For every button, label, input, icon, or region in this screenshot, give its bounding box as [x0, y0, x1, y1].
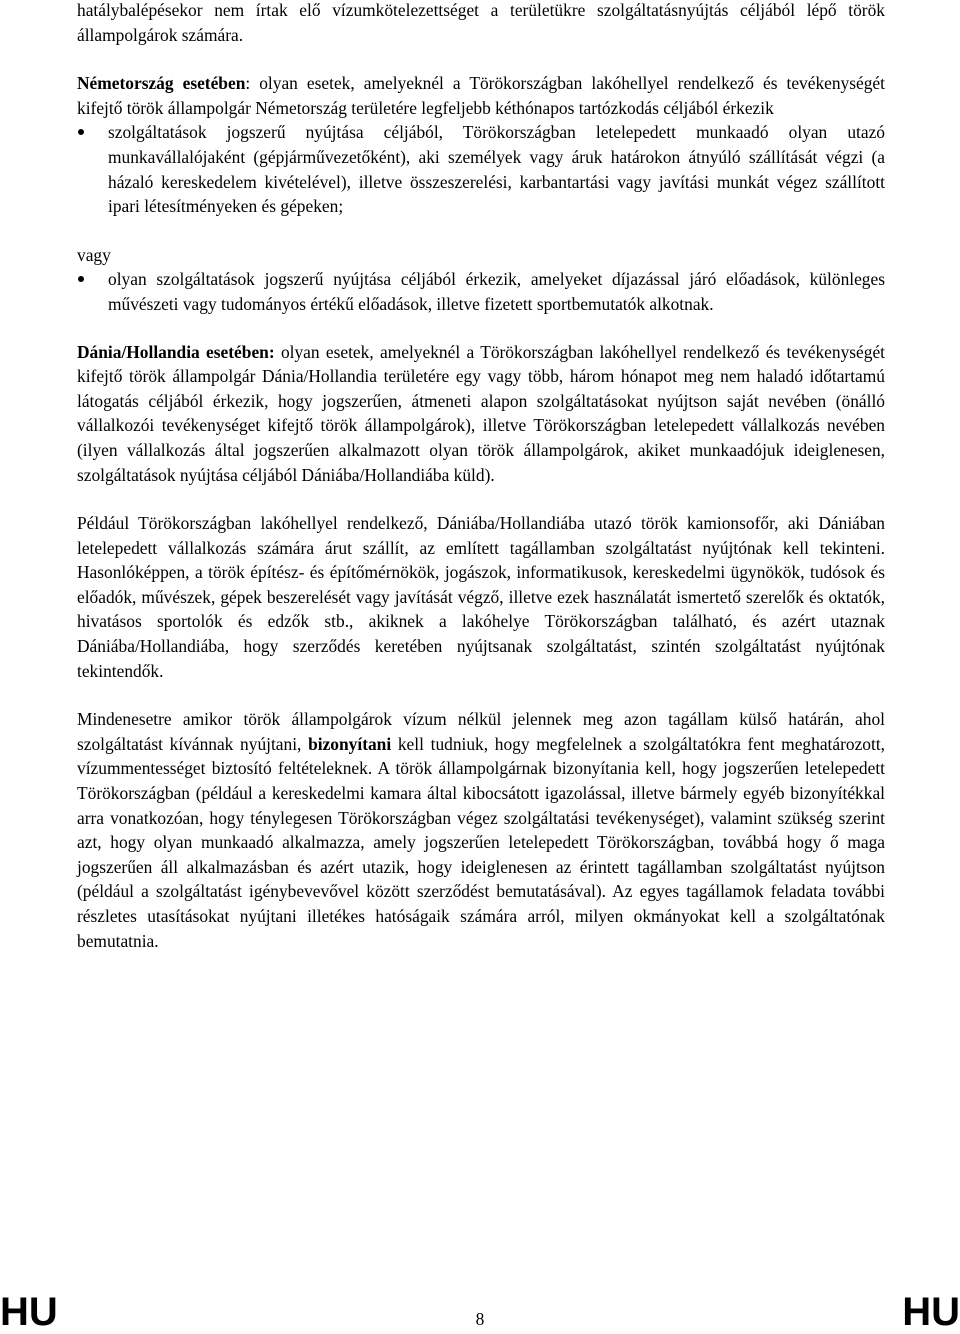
final-text-before: Mindenesetre amikor török állampolgárok vízum nélkül jelennek meg azon tagállam külső határán, ahol szolgáltatást kívánnak nyújtani,: [77, 709, 885, 754]
denmark-paragraph: [77, 340, 885, 488]
list-item-text: szolgáltatások jogszerű nyújtása céljából, Törökországban letelepedett munkaadó olyan utazó munkavállalójaként (gépjárművezetőként), aki személyek vagy áruk határokon átnyúló szállítását végzi (a házaló kereskedelem kivételével), illetve összeszerelési, karbantartási vagy javítási munkát végez szállított ipari létesítményeken és gépeken;: [108, 122, 885, 217]
denmark-text: olyan esetek, amelyeknél a Törökországban lakóhellyel rendelkező és tevékenységét kifejtő török állampolgár Dánia/Hollandia területére egy vagy több, három hónapot meg nem haladó időtartamú látogatás céljából érkezik, hogy jogszerűen, átmeneti alapon szolgáltatásokat nyújtson saját nevében (önálló vállalkozói tevékenységet kifejtő török állampolgárok), illetve Törökországban letelepedett vállalkozás nevében (ilyen vállalkozás által jogszerűen alkalmazott olyan török állampolgárok, akiket munkaadójuk ideiglenesen, szolgáltatások nyújtása céljából Dániába/Hollandiába küld).: [77, 341, 885, 485]
page-number: 8: [475, 1309, 485, 1329]
list-item-text: olyan szolgáltatások jogszerű nyújtása céljából érkezik, amelyeket díjazással járó előadások, különleges művészeti vagy tudományos értékű előadások, illetve fizetett sportbemutatók alkotnak.: [108, 269, 885, 314]
list-item: [77, 120, 885, 218]
germany-bullet-list-2: [77, 267, 885, 316]
list-item: [77, 267, 885, 316]
footer-language-mark-left: HU: [0, 1290, 58, 1334]
final-text-after: kell tudniuk, hogy megfelelnek a szolgáltatókra fent meghatározott, vízummentességet biztosító feltételeknek. A török állampolgárnak bizonyítania kell, hogy jogszerűen letelepedett Törökországban (például a kereskedelmi kamara által kibocsátott igazolással, illetve bármely egyéb bizonyítékkal arra vonatkozóan, hogy ténylegesen Törökországban végez szolgáltatási tevékenységet), valamint szükség szerint azt, hogy olyan munkaadó alkalmazza, amely jogszerűen letelepedett Törökországban, továbbá hogy ő maga jogszerűen áll alkalmazásban és azért utazik, hogy ideiglenesen az érintett tagállamban szolgáltatást nyújtson (például a szolgáltatást igénybevevővel között szerződést bemutatásával). Az egyes tagállamok feladata további részletes utasításokat nyújtani illetékes hatóságaik számára arról, milyen okmányokat kell a szolgáltatónak bemutatnia.: [77, 733, 885, 951]
intro-paragraph: hatálybalépésekor nem írtak elő vízumkötelezettséget a területükre szolgáltatásnyújtás céljából lépő török állampolgárok számára.: [77, 0, 885, 45]
germany-heading: Németország esetében: [77, 73, 246, 94]
germany-bullet-list-1: [77, 120, 885, 218]
final-text-bold: bizonyítani: [308, 733, 392, 754]
germany-text: : olyan esetek, amelyeknél a Törökországban lakóhellyel rendelkező és tevékenységét kifejtő török állampolgár Németország területére legfeljebb kéthónapos tartózkodás céljából érkezik: [77, 73, 885, 118]
document-body: [77, 0, 885, 953]
germany-paragraph: [77, 71, 885, 120]
denmark-heading: Dánia/Hollandia esetében:: [77, 341, 275, 362]
example-paragraph: Például Törökországban lakóhellyel rendelkező, Dániába/Hollandiába utazó török kamionsofőr, aki Dániában letelepedett vállalkozás számára árut szállít, az említett tagállamban szolgáltatást nyújtónak kell tekinteni. Hasonlóképpen, a török építész- és építőmérnökök, jogászok, informatikusok, kereskedelmi ügynökök, tudósok és előadók, művészek, gépek beszerelését vagy javítását végző, illetve ezek használatát ismertető szerelők és oktatók, hivatásos sportolók és edzők stb., akiknek a lakóhelye Törökországban található, és azért utaznak Dániába/Hollandiába, hogy szerződés keretében nyújtsanak szolgáltatást, szintén szolgáltatást nyújtónak tekintendők.: [77, 513, 885, 681]
final-paragraph: [77, 707, 885, 953]
footer-language-mark-right: HU: [902, 1290, 960, 1334]
or-word: vagy: [77, 244, 111, 265]
